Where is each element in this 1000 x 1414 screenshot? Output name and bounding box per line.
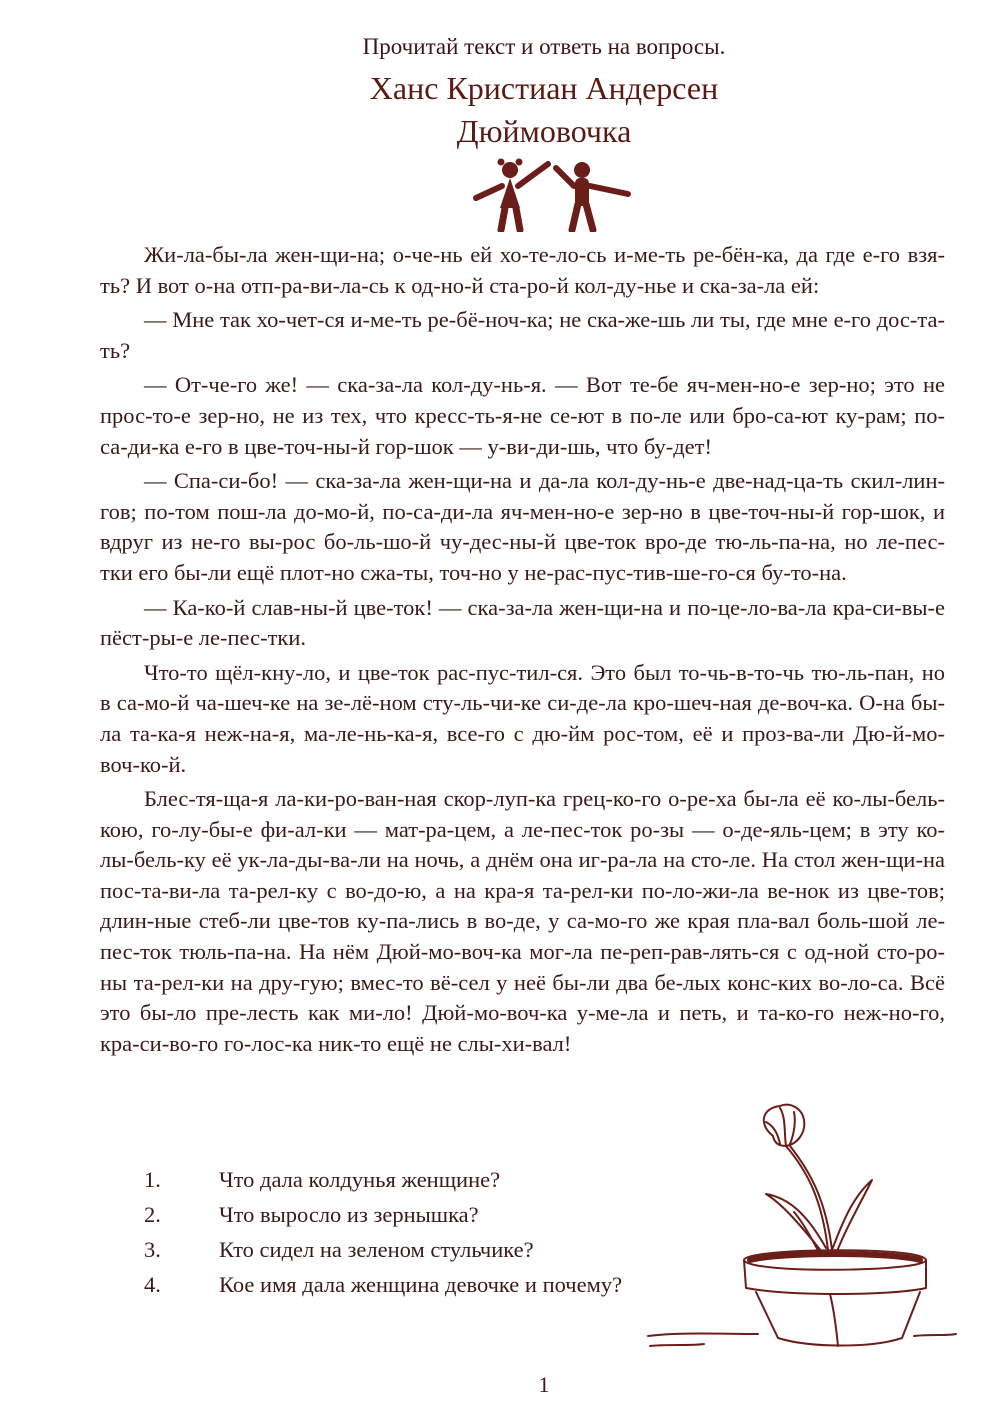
paragraph: — Ка-ко-й слав-ны-й цве-ток! — ска-за-ла жен-щи-на и по-це-ло-ва-ла кра-си-вы-е пёст-ры-е ле-пес-тки. (100, 594, 945, 651)
page-number: 1 (538, 1372, 550, 1397)
paragraph: — Мне так хо-чет-ся и-ме-ть ре-бё-ноч-ка; не ска-же-шь ли ты, где мне е-го дос-та-ть? (100, 307, 945, 363)
question-text: Кто сидел на зеленом стульчике? (219, 1237, 534, 1262)
paragraph: — От-че-го же! — ска-за-ла кол-ду-нь-я. — Вот те-бе яч-мен-но-е зер-но; это не прос-то-е зер-но, не из тех, что кресс-ть-я-не се-ют в по-ле или бро-са-ют ку-рам; по-са-ди-ка е-го в цве-точ-ны-й гор-шок — у-ви-ди-шь, что бу-дет! (100, 372, 945, 459)
question-number: 2. (144, 1202, 161, 1227)
question-text: Кое имя дала женщина девочке и почему? (219, 1272, 623, 1297)
author-name: Ханс Кристиан Андерсен (369, 70, 719, 106)
question-number: 1. (144, 1167, 161, 1192)
question-number: 3. (144, 1237, 161, 1262)
question-number: 4. (144, 1272, 161, 1297)
story-text (100, 240, 945, 1063)
children-icon (472, 156, 634, 232)
paragraph: Жи-ла-бы-ла жен-щи-на; о-че-нь ей хо-те-ло-сь и-ме-ть ре-бён-ка, да где е-го взя-ть? И вот о-на отп-ра-ви-ла-сь к од-но-й ста-ро-й кол-ду-нье и ска-за-ла ей: (100, 242, 945, 298)
question-text: Что выросло из зернышка? (219, 1202, 479, 1227)
instruction-line: Прочитай текст и ответь на вопросы. (362, 34, 726, 59)
paragraph: Блес-тя-ща-я ла-ки-ро-ван-ная скор-луп-ка грец-ко-го о-ре-ха бы-ла её ко-лы-бель-кою, го-лу-бы-е фи-ал-ки — мат-ра-цем, а ле-пес-ток ро-зы — о-де-яль-цем; в эту ко-лы-бель-ку её ук-ла-ды-ва-ли на ночь, а днём она иг-ра-ла на сто-ле. На стол жен-щи-на пос-та-ви-ла та-рел-ку с во-до-ю, а на кра-я та-рел-ки по-ло-жи-ла ве-нок из цве-тов; длин-ные стеб-ли цве-тов ку-па-лись в во-де, у са-мо-го же края пла-вал боль-шой ле-пес-ток тюль-па-на. На нём Дюй-мо-воч-ка мог-ла пе-реп-рав-лять-ся с од-ной сто-ро-ны та-рел-ки на дру-гую; вмес-то вё-сел у неё бы-ли два бе-лых конс-ких во-ло-са. Всё это бы-ло пре-лесть как ми-ло! Дюй-мо-воч-ка у-ме-ла и петь, и та-ко-го неж-но-го, кра-си-во-го го-лос-ка ник-то ещё не слы-хи-вал! (100, 786, 945, 1056)
tulip-pot-icon (640, 1100, 960, 1360)
paragraph: Что-то щёл-кну-ло, и цве-ток рас-пус-тил-ся. Это был то-чь-в-то-чь тю-ль-пан, но в са-мо-й ча-шеч-ке на зе-лё-ном сту-ль-чи-ке си-де-ла кро-шеч-ная де-воч-ка. О-на бы-ла та-ка-я неж-на-я, ма-ле-нь-ка-я, все-го с дю-йм рос-том, её и проз-ва-ли Дю-й-мо-воч-ко-й. (100, 659, 945, 777)
paragraph: — Спа-си-бо! — ска-за-ла жен-щи-на и да-ла кол-ду-нь-е две-над-ца-ть скил-лин-гов; по-том пош-ла до-мо-й, по-са-ди-ла яч-мен-но-е зер-но в цве-точ-ны-й гор-шок, и вдруг из не-го вы-рос бо-ль-шо-й чу-дес-ны-й цве-ток вро-де тю-ль-па-на, но ле-пес-тки его бы-ли ещё плот-но сжа-ты, точ-но у не-рас-пус-тив-ше-го-ся бу-то-на. (100, 468, 945, 585)
question-text: Что дала колдунья женщине? (219, 1167, 501, 1192)
story-title: Дюймовочка (456, 113, 632, 149)
